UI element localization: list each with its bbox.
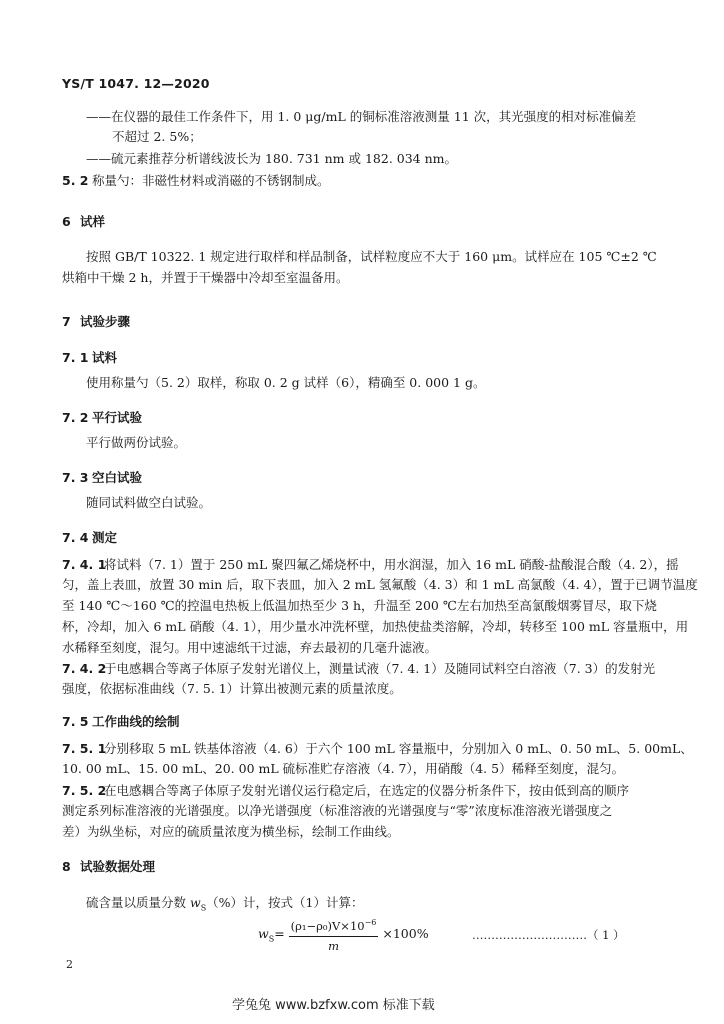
- clause-7-2-heading: [62, 408, 142, 426]
- section-6-heading: [62, 212, 105, 230]
- section-6-line1: 按照 GB/T 10322. 1 规定进行取样和样品制备，试样粒度应不大于 160 μm。试样应在 105 ℃±2 ℃: [86, 249, 657, 264]
- formula-denominator: m: [328, 938, 339, 953]
- intro-text: 硫含量以质量分数: [86, 895, 190, 910]
- section-number: 6: [62, 214, 71, 229]
- formula-1: [258, 914, 429, 955]
- clause-text: 在电感耦合等离子体原子发射光谱仪运行稳定后，在选定的仪器分析条件下，按由低到高的顺序: [104, 783, 630, 798]
- clause-number: 5. 2: [62, 173, 89, 188]
- clause-7-5-2-line: 测定系列标准溶液的光谱强度。以净光谱强度（标准溶液的光谱强度与“零”浓度标准溶液光谱强度之: [62, 803, 613, 818]
- clause-7-1-text: 使用称量勺（5. 2）取样，称取 0. 2 g 试样（6），精确至 0. 000 1 g。: [86, 375, 486, 390]
- equation-number: …………………………（ 1 ）: [472, 928, 625, 942]
- clause-7-3-text: 随同试料做空白试验。: [86, 495, 212, 510]
- clause-7-4-heading: [62, 528, 117, 546]
- clause-7-4-1-line: 匀，盖上表皿，放置 30 min 后，取下表皿，加入 2 mL 氢氟酸（4. 3）和 1 mL 高氯酸（4. 4），置于已调节温度: [62, 577, 698, 592]
- clause-text: 将试料（7. 1）置于 250 mL 聚四氟乙烯烧杯中，用水润湿，加入 16 mL 硝酸-盐酸混合酸（4. 2），摇: [104, 557, 679, 572]
- section-number: 8: [62, 859, 71, 874]
- clause-text: 称量勺：非磁性材料或消磁的不锈钢制成。: [92, 173, 330, 188]
- section-8-heading: [62, 857, 155, 875]
- footer-watermark: 学兔兔 www.bzfxw.com 标准下载: [232, 998, 435, 1013]
- clause-number: 7. 5: [62, 714, 89, 729]
- formula-lhs-sub: S: [268, 934, 275, 944]
- formula-numerator: [289, 914, 379, 937]
- clause-7-3-heading: [62, 468, 142, 486]
- clause-title: 测定: [92, 530, 118, 545]
- clause-7-4-1-first: [62, 556, 679, 574]
- clause-number: 7. 5. 2: [62, 783, 107, 798]
- page-number: 2: [66, 958, 73, 971]
- intro-item-1-line1: ——在仪器的最佳工作条件下，用 1. 0 μg/mL 的铜标准溶液测量 11 次，其光强度的相对标准偏差: [86, 109, 637, 124]
- clause-text: 分别移取 5 mL 铁基体溶液（4. 6）于六个 100 mL 容量瓶中，分别加入 0 mL、0. 50 mL、5. 00mL、: [104, 741, 693, 756]
- section-7-heading: [62, 312, 130, 330]
- clause-title: 平行试验: [92, 410, 143, 425]
- section-title: 试验步骤: [80, 314, 131, 329]
- clause-7-4-1-line: 至 140 ℃～160 ℃的控温电热板上低温加热至少 3 h，升温至 200 ℃左右加热至高氯酸烟雾冒尽，取下烧: [62, 598, 657, 613]
- clause-5-2: [62, 172, 330, 190]
- section-title: 试验数据处理: [80, 859, 156, 874]
- clause-title: 工作曲线的绘制: [92, 714, 180, 729]
- formula-lhs-var: w: [258, 925, 269, 941]
- numerator-exponent: −6: [364, 918, 377, 927]
- intro-text-tail: （%）计，按式（1）计算：: [206, 895, 364, 910]
- section-title: 试样: [80, 214, 106, 229]
- clause-number: 7. 5. 1: [62, 741, 107, 756]
- clause-number: 7. 4. 2: [62, 661, 107, 676]
- clause-number: 7. 1: [62, 350, 89, 365]
- clause-number: 7. 4: [62, 530, 89, 545]
- numerator-text: (ρ₁−ρ₀)V×10: [290, 918, 365, 933]
- clause-7-4-1-line: 水稀释至刻度，混匀。用中速滤纸干过滤，弃去最初的几毫升滤液。: [62, 640, 438, 655]
- clause-7-5-1-first: [62, 740, 693, 758]
- formula-equals: =: [274, 925, 285, 941]
- clause-number: 7. 4. 1: [62, 557, 107, 572]
- standard-code: YS/T 1047. 12—2020: [62, 76, 210, 91]
- formula-tail: ×100%: [382, 925, 429, 941]
- clause-number: 7. 3: [62, 470, 89, 485]
- clause-title: 空白试验: [92, 470, 143, 485]
- clause-number: 7. 2: [62, 410, 89, 425]
- section-6-line2: 烘箱中干燥 2 h，并置于干燥器中冷却至室温备用。: [62, 270, 349, 285]
- intro-item-1-line2: 不超过 2. 5%；: [112, 129, 202, 144]
- clause-title: 试料: [92, 350, 118, 365]
- variable-subscript: S: [200, 903, 207, 913]
- clause-7-4-1-line: 杯，冷却，加入 6 mL 硝酸（4. 1），用少量水冲洗杯壁，加热使盐类溶解，冷却，转移至 100 mL 容量瓶中，用: [62, 619, 689, 634]
- section-number: 7: [62, 314, 71, 329]
- clause-7-2-text: 平行做两份试验。: [86, 435, 187, 450]
- clause-7-1-heading: [62, 348, 117, 366]
- intro-item-2: ——硫元素推荐分析谱线波长为 180. 731 nm 或 182. 034 nm。: [86, 151, 458, 166]
- variable-w: w: [189, 895, 201, 910]
- formula-fraction: [289, 914, 379, 955]
- clause-7-4-2-first: [62, 660, 655, 678]
- clause-7-5-2-first: [62, 782, 629, 800]
- clause-7-4-2-line: 强度，依据标准曲线（7. 5. 1）计算出被测元素的质量浓度。: [62, 681, 402, 696]
- clause-text: 于电感耦合等离子体原子发射光谱仪上，测量试液（7. 4. 1）及随同试料空白溶液（7. 3）的发射光: [104, 661, 656, 676]
- clause-7-5-2-line: 差）为纵坐标，对应的硫质量浓度为横坐标，绘制工作曲线。: [62, 824, 400, 839]
- clause-7-5-1-line: 10. 00 mL、15. 00 mL、20. 00 mL 硫标准贮存溶液（4. 7），用硝酸（4. 5）稀释至刻度，混匀。: [62, 761, 625, 776]
- clause-7-5-heading: [62, 712, 180, 730]
